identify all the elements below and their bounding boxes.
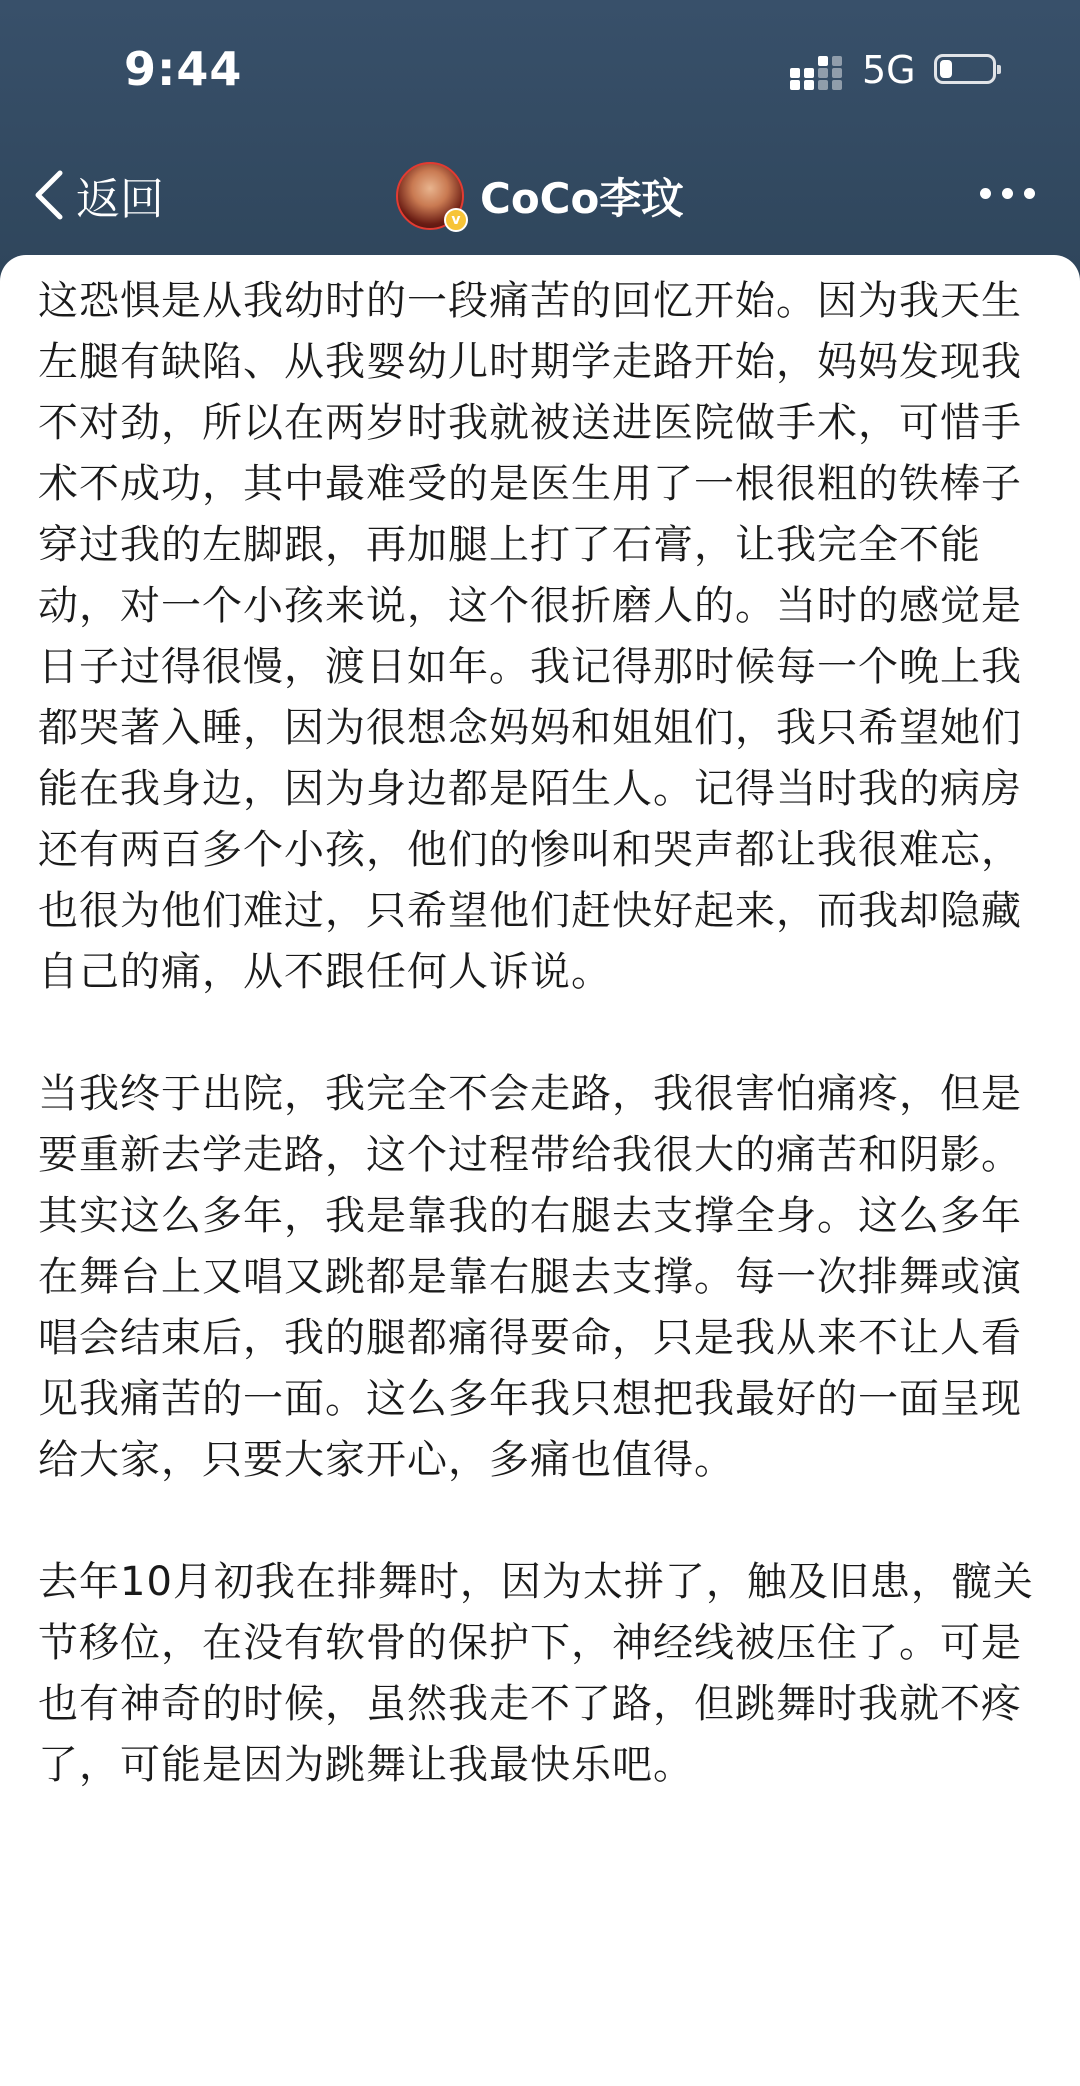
- profile-header[interactable]: [396, 158, 683, 234]
- article-paragraph: 当我终于出院，我完全不会走路，我很害怕痛疼，但是要重新去学走路，这个过程带给我很大的痛苦和阴影。其实这么多年，我是靠我的右腿去支撑全身。这么多年在舞台上又唱又跳都是靠右腿去支撑。每一次排舞或演唱会结束后，我的腿都痛得要命，只是我从来不让人看见我痛苦的一面。这么多年我只想把我最好的一面呈现给大家，只要大家开心，多痛也值得。: [38, 1071, 1022, 1483]
- article-body: [38, 271, 1048, 1796]
- battery-tip: [997, 65, 1001, 74]
- chevron-left-icon: [30, 167, 70, 223]
- avatar[interactable]: [396, 162, 464, 230]
- header-area: [0, 0, 1080, 270]
- battery-fill: [940, 60, 952, 78]
- status-time: 9:44: [124, 42, 243, 96]
- article-panel: [0, 255, 1080, 2086]
- article-paragraph: 去年10月初我在排舞时，因为太拼了，触及旧患，髋关节移位，在没有软骨的保护下，神经线被压住了。可是也有神奇的时候，虽然我走不了路，但跳舞时我就不疼了，可能是因为跳舞让我最快乐吧。: [38, 1559, 1034, 1788]
- status-bar: [0, 0, 1080, 140]
- cellular-signal-icon: [790, 56, 842, 90]
- username[interactable]: CoCo李玟: [480, 174, 684, 223]
- battery-icon: [934, 54, 996, 84]
- article-paragraph: 这恐惧是从我幼时的一段痛苦的回忆开始。因为我天生左腿有缺陷、从我婴幼儿时期学走路开始，妈妈发现我不对劲，所以在两岁时我就被送进医院做手术，可惜手术不成功，其中最难受的是医生用了一根很粗的铁棒子穿过我的左脚跟，再加腿上打了石膏，让我完全不能动，对一个小孩来说，这个很折磨人的。当时的感觉是日子过得很慢，渡日如年。我记得那时候每一个晚上我都哭著入睡，因为很想念妈妈和姐姐们，我只希望她们能在我身边，因为身边都是陌生人。记得当时我的病房还有两百多个小孩，他们的惨叫和哭声都让我很难忘，也很为他们难过，只希望他们赶快好起来，而我却隐藏自己的痛，从不跟任何人诉说。: [38, 278, 1022, 995]
- nav-bar: [0, 150, 1080, 240]
- more-dots-icon[interactable]: [980, 184, 1040, 204]
- verified-badge-icon: v: [444, 208, 468, 232]
- back-button[interactable]: [30, 164, 164, 226]
- network-type: 5G: [862, 48, 916, 92]
- back-label: 返回: [76, 174, 164, 225]
